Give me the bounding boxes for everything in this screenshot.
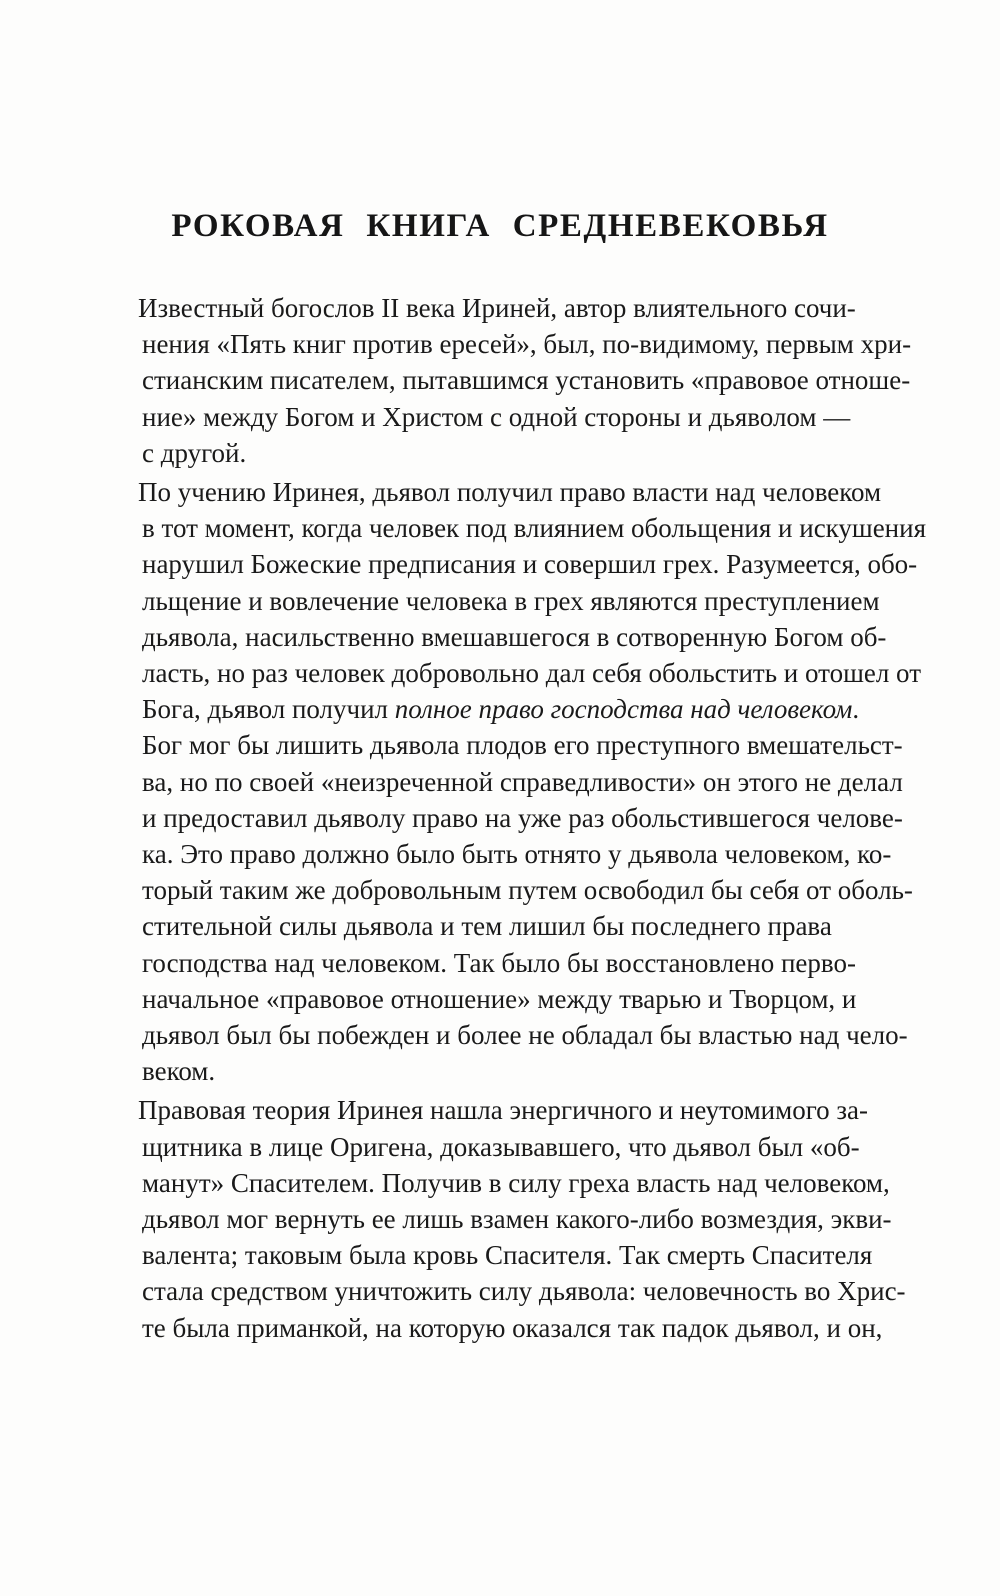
text-line: По учению Иринея, дьявол получил право власти над человеком — [138, 477, 882, 508]
text-line-with-italic — [142, 691, 860, 727]
body-text — [138, 290, 927, 1349]
text-line: нения «Пять книг против ересей», был, по-видимому, первым хри- — [142, 329, 912, 360]
text-line: и предоставил дьяволу право на уже раз обольстившегося челове- — [142, 802, 903, 833]
text-line: дьявола, насильственно вмешавшегося в сотворенную Богом об- — [142, 621, 887, 652]
text-line: стала средством уничтожить силу дьявола: человечность во Хрис- — [142, 1276, 906, 1307]
text-segment: . — [852, 694, 860, 725]
text-line: начальное «правовое отношение» между тварью и Творцом, и — [142, 983, 857, 1014]
text-line: ласть, но раз человек добровольно дал себя обольстить и отошел от — [142, 658, 922, 689]
text-line: манут» Спасителем. Получив в силу греха власть над человеком, — [142, 1167, 890, 1198]
text-line: ка. Это право должно было быть отнято у дьявола человеком, ко- — [142, 839, 892, 870]
text-line: стительной силы дьявола и тем лишил бы последнего права — [142, 911, 832, 942]
text-line: Бог мог бы лишить дьявола плодов его преступного вмешательст- — [142, 730, 903, 761]
italic-emphasis: полное право господства над человеком — [394, 694, 853, 725]
text-line: дьявол мог вернуть ее лишь взамен какого-либо возмездия, экви- — [142, 1204, 892, 1235]
text-line: веком. — [142, 1056, 216, 1087]
text-line: в тот момент, когда человек под влиянием обольщения и искушения — [142, 513, 927, 544]
text-line: торый таким же добровольным путем освободил бы себя от оболь- — [142, 875, 913, 906]
text-line: Известный богослов II века Ириней, автор влиятельного сочи- — [138, 293, 856, 323]
chapter-title: РОКОВАЯ КНИГА СРЕДНЕВЕКОВЬЯ — [171, 208, 829, 244]
text-line: стианским писателем, пытавшимся установить «правовое отноше- — [142, 365, 911, 396]
text-line: валента; таковым была кровь Спасителя. Так смерть Спасителя — [142, 1240, 873, 1271]
text-line: с другой. — [142, 437, 247, 468]
text-line: щитника в лице Оригена, доказывавшего, что дьявол был «об- — [142, 1131, 860, 1162]
paragraph-3 — [138, 1092, 906, 1345]
text-line: дьявол был бы побежден и более не обладал бы властью над чело- — [142, 1020, 908, 1051]
text-line: ва, но по своей «неизреченной справедливости» он этого не делал — [142, 766, 903, 797]
text-segment: Бога, дьявол получил — [142, 694, 395, 725]
paragraph-2 — [138, 474, 927, 1089]
paragraph-1 — [138, 290, 912, 471]
text-line: те была приманкой, на которую оказался так падок дьявол, и он, — [142, 1312, 883, 1343]
text-line: господства над человеком. Так было бы восстановлено перво- — [142, 947, 856, 978]
text-line: нарушил Божеские предписания и совершил грех. Разумеется, обо- — [142, 549, 918, 580]
text-line: Правовая теория Иринея нашла энергичного и неутомимого за- — [138, 1095, 869, 1126]
text-line: льщение и вовлечение человека в грех являются преступлением — [142, 585, 880, 616]
text-line: ние» между Богом и Христом с одной стороны и дьяволом — — [142, 401, 851, 432]
